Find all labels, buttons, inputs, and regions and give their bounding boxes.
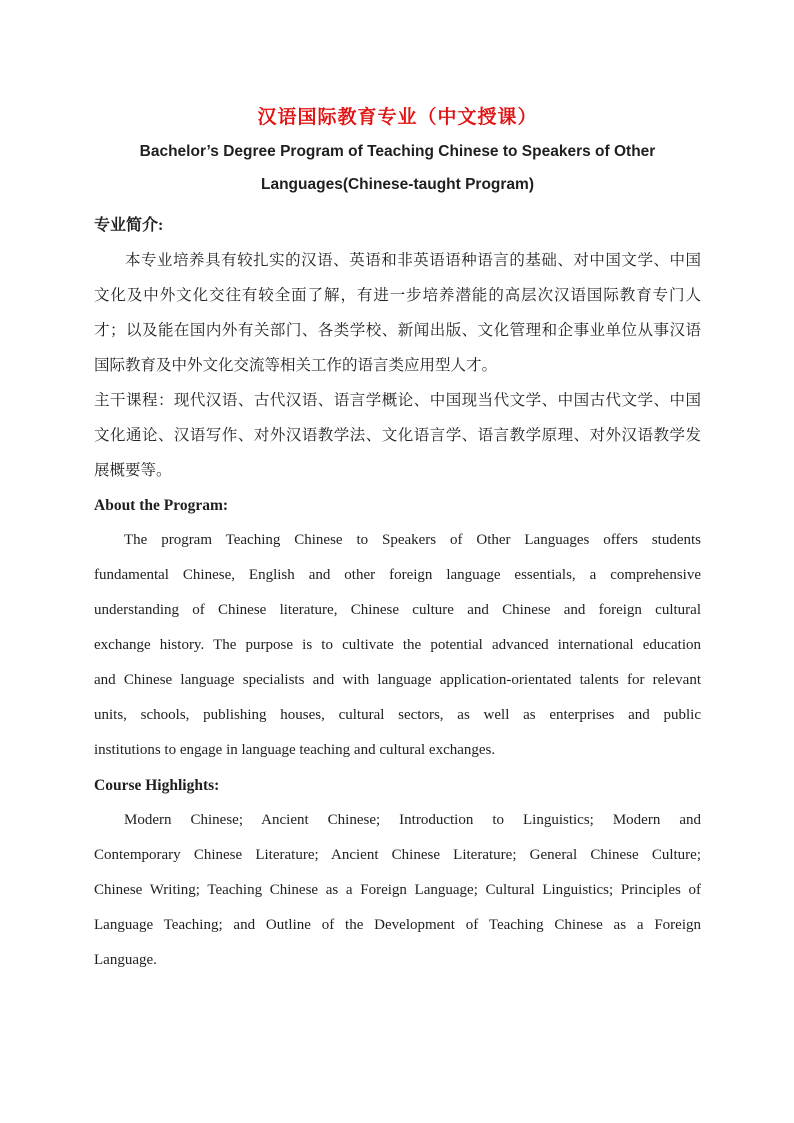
heading-intro-zh: 专业简介:: [94, 217, 164, 234]
text-line: 展概要等。: [94, 462, 172, 479]
text-line: Modern Chinese; Ancient Chinese; Introduction to Linguistics; Modern and: [124, 812, 701, 828]
text-line: 国际教育及中外文化交流等相关工作的语言类应用型人才。: [94, 357, 498, 374]
text-line: Contemporary Chinese Literature; Ancient Chinese Literature; General Chinese Culture;: [94, 847, 701, 863]
text-line: 文化及中外文化交往有较全面了解，有进一步培养潜能的高层次汉语国际教育专门人: [94, 287, 701, 304]
doc-title-en: [94, 135, 701, 201]
text-line: units, schools, publishing houses, cultural sectors, as well as enterprises and public: [94, 707, 701, 723]
paragraph-main-courses-zh: [94, 383, 701, 488]
text-line: institutions to engage in language teaching and cultural exchanges.: [94, 742, 496, 758]
text-line: Chinese Writing; Teaching Chinese as a Foreign Language; Cultural Linguistics; Principles of: [94, 882, 701, 898]
text-line: Bachelor’s Degree Program of Teaching Chinese to Speakers of Other: [139, 143, 656, 160]
paragraph-intro-zh: [94, 243, 701, 383]
text-line: 文化通论、汉语写作、对外汉语教学法、文化语言学、语言教学原理、对外汉语教学发: [94, 427, 701, 444]
text-line: The program Teaching Chinese to Speakers of Other Languages offers students: [124, 532, 701, 548]
text-line: fundamental Chinese, English and other foreign language essentials, a comprehensive: [94, 567, 701, 583]
paragraph-course-highlights: [94, 803, 701, 978]
text-line: Language Teaching; and Outline of the Development of Teaching Chinese as a Foreign: [94, 917, 701, 933]
text-line: 才；以及能在国内外有关部门、各类学校、新闻出版、文化管理和企事业单位从事汉语: [94, 322, 701, 339]
text-line: 本专业培养具有较扎实的汉语、英语和非英语语种语言的基础、对中国文学、中国: [125, 252, 701, 269]
text-line: exchange history. The purpose is to cultivate the potential advanced international education: [94, 637, 701, 653]
text-line: Languages(Chinese-taught Program): [261, 176, 534, 193]
text-line: understanding of Chinese literature, Chinese culture and Chinese and foreign cultural: [94, 602, 701, 618]
doc-title-zh: 汉语国际教育专业（中文授课）: [257, 107, 538, 128]
paragraph-about-program: [94, 523, 701, 768]
heading-about-program: About the Program:: [94, 497, 229, 514]
text-line: and Chinese language specialists and with language application-orientated talents for relevant: [94, 672, 701, 688]
heading-course-highlights: Course Highlights:: [94, 777, 220, 794]
text-line: 主干课程：现代汉语、古代汉语、语言学概论、中国现当代文学、中国古代文学、中国: [94, 392, 701, 409]
text-line: Language.: [94, 952, 157, 968]
